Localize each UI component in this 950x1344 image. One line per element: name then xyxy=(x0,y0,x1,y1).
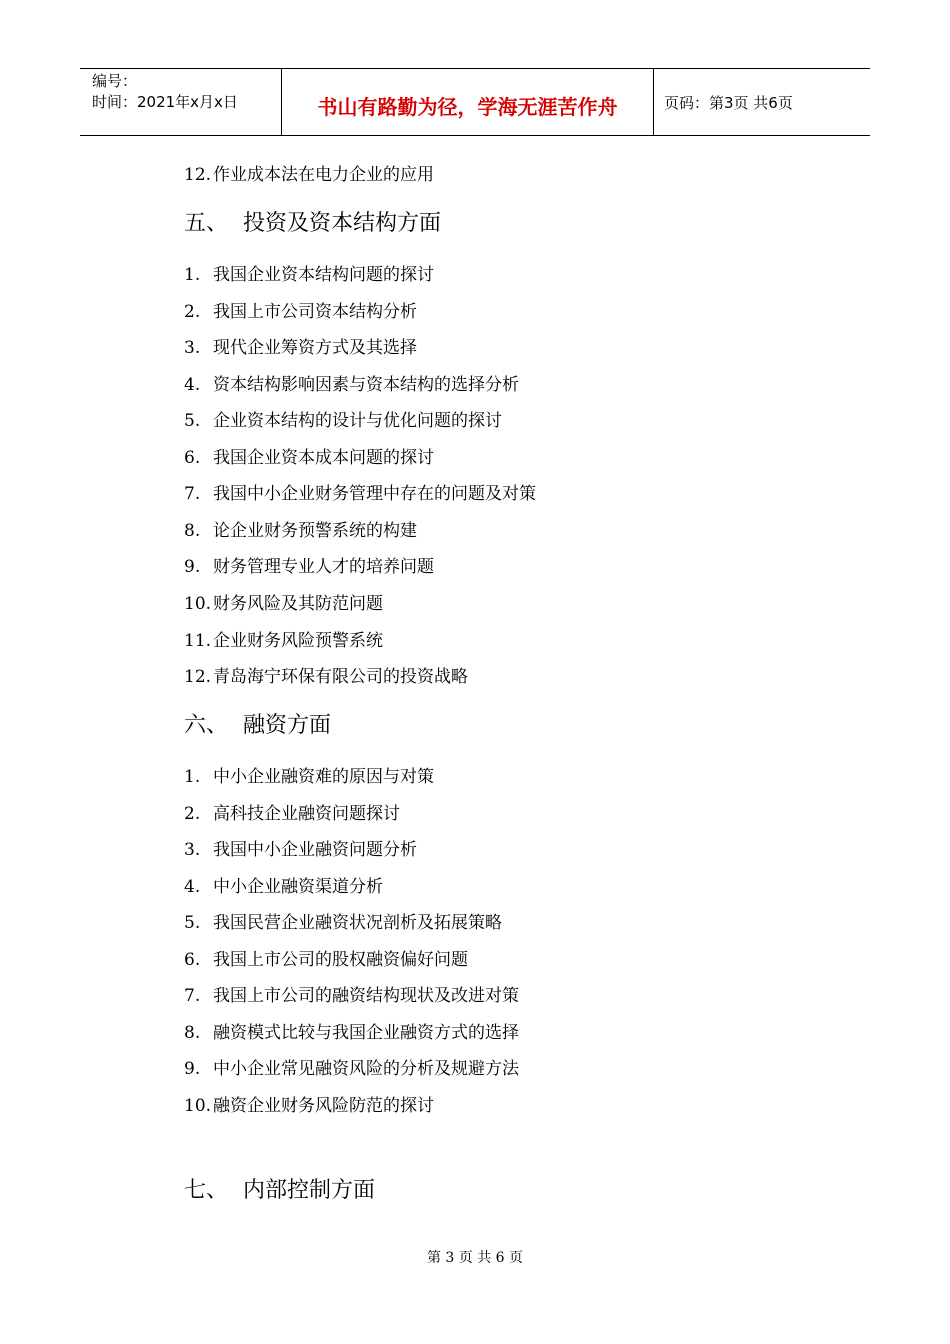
list-item-text: 企业资本结构的设计与优化问题的探讨 xyxy=(213,411,502,431)
page-footer: 第 3 页 共 6 页 xyxy=(426,1250,524,1266)
serial-number-label: 编号： xyxy=(92,72,138,90)
header-motto-cell xyxy=(282,69,654,135)
list-item-text: 论企业财务预警系统的构建 xyxy=(213,521,417,541)
list-item-number: 5. xyxy=(184,913,201,933)
list-item-number: 8. xyxy=(184,1023,201,1043)
list-item-number: 9. xyxy=(184,1059,201,1079)
list-item xyxy=(184,406,502,431)
list-item-text: 高科技企业融资问题探讨 xyxy=(213,804,400,824)
list-item xyxy=(184,479,536,504)
list-item xyxy=(184,872,383,897)
list-item xyxy=(184,799,400,824)
list-item xyxy=(184,762,434,787)
list-item-text: 我国企业资本成本问题的探讨 xyxy=(213,448,434,468)
section-number: 六、 xyxy=(184,713,229,738)
list-item-text: 我国企业资本结构问题的探讨 xyxy=(213,265,434,285)
list-item xyxy=(184,552,434,577)
list-item-text: 青岛海宁环保有限公司的投资战略 xyxy=(213,667,469,687)
header-page-cell xyxy=(654,69,870,135)
list-item-text: 我国民营企业融资状况剖析及拓展策略 xyxy=(213,913,502,933)
list-item xyxy=(184,1091,434,1116)
section-number: 五、 xyxy=(184,211,229,236)
header-page-info: 页码：第3页 共6页 xyxy=(664,93,793,112)
list-item xyxy=(184,260,434,285)
section-heading-6 xyxy=(184,708,331,739)
list-item-text: 财务管理专业人才的培养问题 xyxy=(213,557,434,577)
list-item-number: 4. xyxy=(184,375,201,395)
list-item-text: 企业财务风险预警系统 xyxy=(213,631,384,651)
list-item-number: 6. xyxy=(184,950,201,970)
list-item-number: 3. xyxy=(184,840,201,860)
list-item-text: 现代企业筹资方式及其选择 xyxy=(213,338,417,358)
list-item xyxy=(184,516,417,541)
list-item xyxy=(184,589,383,614)
list-item-number: 8. xyxy=(184,521,201,541)
list-item xyxy=(184,443,434,468)
list-item-number: 4. xyxy=(184,877,201,897)
list-item xyxy=(184,297,417,322)
list-item xyxy=(184,835,417,860)
list-item xyxy=(184,945,468,970)
list-item-number: 10. xyxy=(184,1096,212,1116)
list-item-number: 9. xyxy=(184,557,201,577)
list-item-text: 中小企业融资渠道分析 xyxy=(213,877,383,897)
list-item xyxy=(184,333,417,358)
list-item-text: 我国上市公司资本结构分析 xyxy=(213,302,417,322)
date-label: 时间：2021年x月x日 xyxy=(92,93,238,111)
list-item-number: 2. xyxy=(184,804,201,824)
list-item-number: 1. xyxy=(184,265,201,285)
document-header xyxy=(80,68,870,136)
list-item xyxy=(184,1018,519,1043)
list-item xyxy=(184,1054,519,1079)
list-item-text: 作业成本法在电力企业的应用 xyxy=(213,165,435,185)
list-item-text: 我国中小企业融资问题分析 xyxy=(213,840,417,860)
section-heading-7 xyxy=(184,1173,375,1204)
list-item-text: 融资模式比较与我国企业融资方式的选择 xyxy=(213,1023,519,1043)
section-number: 七、 xyxy=(184,1178,229,1203)
list-item xyxy=(184,908,502,933)
list-item-number: 3. xyxy=(184,338,201,358)
section-title: 融资方面 xyxy=(243,713,332,738)
list-item xyxy=(184,626,383,651)
list-item xyxy=(184,370,519,395)
list-item-text: 我国上市公司的股权融资偏好问题 xyxy=(213,950,468,970)
list-item-number: 6. xyxy=(184,448,201,468)
list-item-number: 7. xyxy=(184,484,201,504)
list-item-text: 我国上市公司的融资结构现状及改进对策 xyxy=(213,986,519,1006)
list-item-number: 7. xyxy=(184,986,201,1006)
list-item-number: 10. xyxy=(184,594,212,614)
list-item-text: 融资企业财务风险防范的探讨 xyxy=(213,1096,435,1116)
section-title: 投资及资本结构方面 xyxy=(243,211,442,236)
section-heading-5 xyxy=(184,206,441,237)
list-item-number: 11. xyxy=(184,631,212,651)
list-item-number: 12. xyxy=(184,165,212,185)
section-title: 内部控制方面 xyxy=(243,1178,376,1203)
list-item xyxy=(184,981,519,1006)
list-item-number: 5. xyxy=(184,411,201,431)
list-item-text: 中小企业常见融资风险的分析及规避方法 xyxy=(213,1059,519,1079)
list-item-number: 2. xyxy=(184,302,201,322)
list-item xyxy=(184,662,468,687)
list-item-text: 我国中小企业财务管理中存在的问题及对策 xyxy=(213,484,536,504)
list-item xyxy=(184,160,434,185)
list-item-number: 1. xyxy=(184,767,201,787)
list-item-text: 中小企业融资难的原因与对策 xyxy=(213,767,434,787)
list-item-number: 12. xyxy=(184,667,212,687)
header-meta-cell xyxy=(80,69,282,135)
list-item-text: 财务风险及其防范问题 xyxy=(213,594,384,614)
header-motto: 书山有路勤为径，学海无涯苦作舟 xyxy=(317,94,618,119)
list-item-text: 资本结构影响因素与资本结构的选择分析 xyxy=(213,375,519,395)
